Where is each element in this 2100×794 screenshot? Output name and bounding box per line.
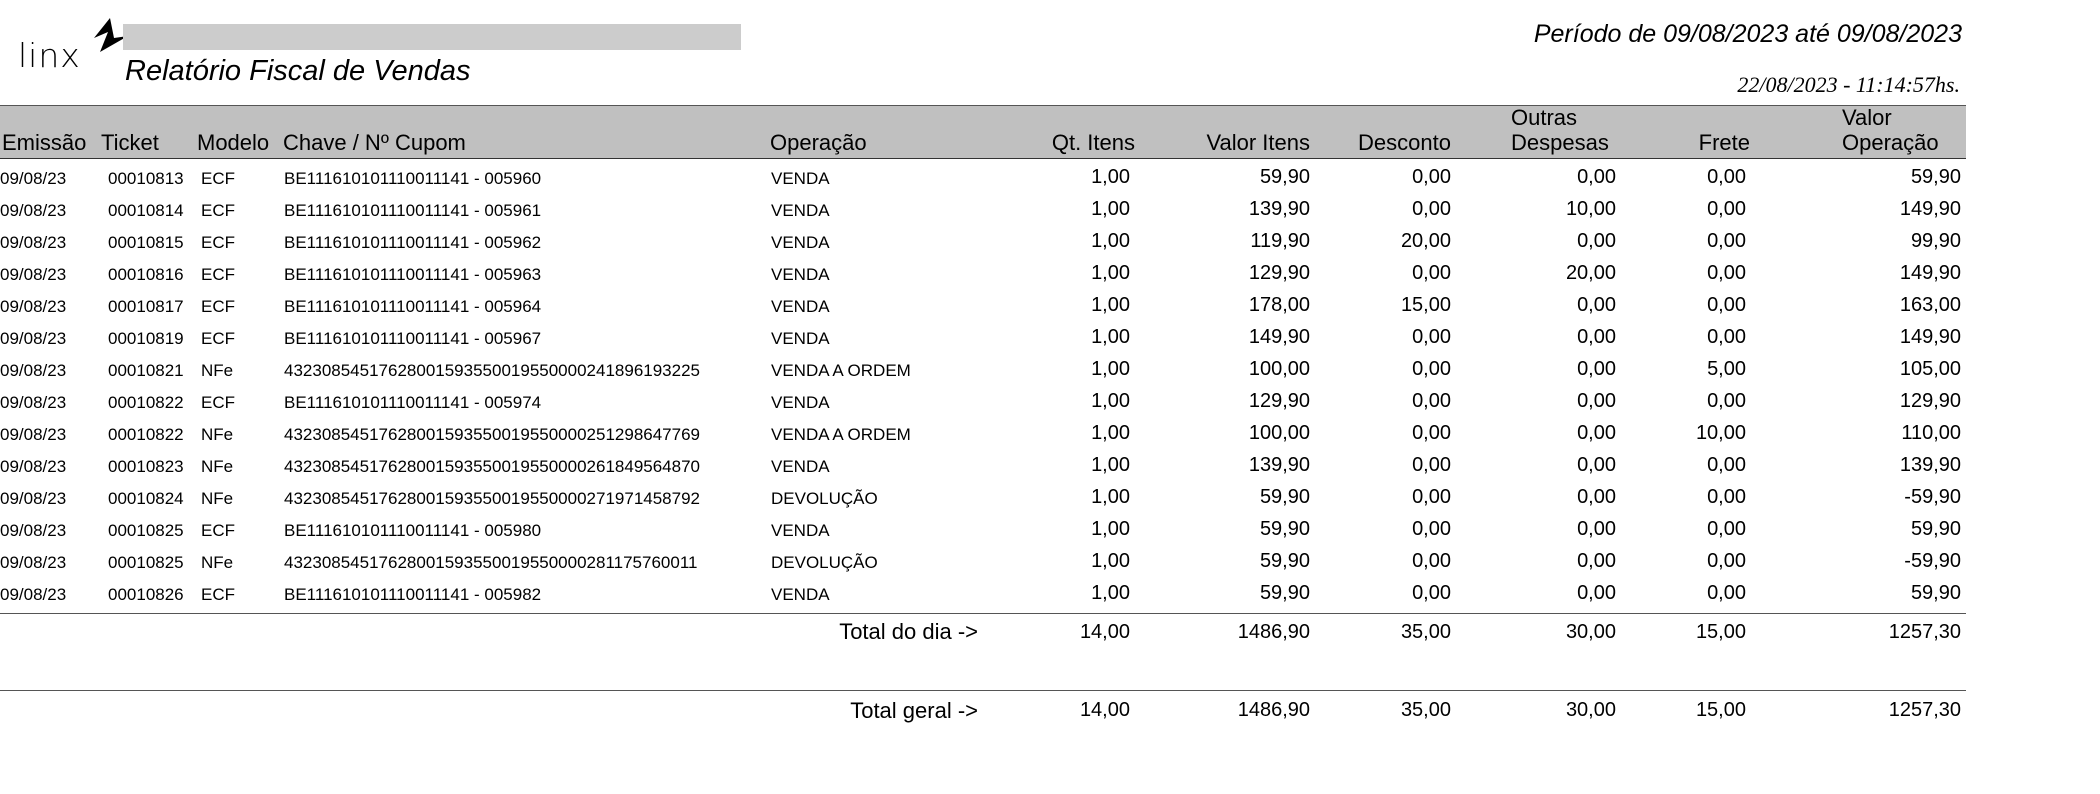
redacted-store-name — [123, 24, 741, 50]
cell-frete: 0,00 — [1707, 198, 1746, 220]
cell-ticket: 00010825 — [108, 521, 184, 540]
cell-outras-despesas: 0,00 — [1577, 358, 1616, 380]
cell-ticket: 00010816 — [108, 265, 184, 284]
total-geral-frete: 15,00 — [1695, 699, 1746, 721]
total-geral-valor-op: 1257,30 — [1888, 699, 1961, 721]
total-dia-qt: 14,00 — [1079, 621, 1130, 643]
cell-modelo: NFe — [201, 361, 234, 380]
cell-modelo: ECF — [201, 233, 235, 252]
cell-emissao: 09/08/23 — [0, 425, 67, 444]
cell-frete: 0,00 — [1707, 262, 1746, 284]
cell-operacao: VENDA — [771, 457, 830, 476]
cell-desconto: 0,00 — [1412, 550, 1451, 572]
cell-valor-itens: 100,00 — [1248, 422, 1310, 444]
cell-qt-itens: 1,00 — [1091, 486, 1130, 508]
cell-desconto: 20,00 — [1400, 230, 1451, 252]
cell-outras-despesas: 0,00 — [1577, 230, 1616, 252]
total-dia-valor-op: 1257,30 — [1888, 621, 1961, 643]
cell-valor-operacao: 129,90 — [1899, 390, 1961, 412]
cell-ticket: 00010813 — [108, 169, 184, 188]
col-header-qt-itens: Qt. Itens — [1051, 130, 1135, 155]
cell-desconto: 0,00 — [1412, 198, 1451, 220]
cell-ticket: 00010825 — [108, 553, 184, 572]
cell-chave: BE111610101110011141 - 005960 — [284, 169, 542, 188]
cell-qt-itens: 1,00 — [1091, 550, 1130, 572]
cell-outras-despesas: 20,00 — [1565, 262, 1616, 284]
cell-operacao: VENDA A ORDEM — [771, 361, 911, 380]
cell-frete: 0,00 — [1707, 486, 1746, 508]
cell-chave: BE111610101110011141 - 005961 — [284, 201, 542, 220]
table-row — [0, 484, 1966, 516]
cell-valor-operacao: 105,00 — [1899, 358, 1961, 380]
col-header-outras-despesas-line1: Outras — [1511, 105, 1578, 130]
cell-valor-operacao: 110,00 — [1901, 422, 1961, 444]
total-dia-divider — [0, 613, 1966, 614]
cell-qt-itens: 1,00 — [1091, 230, 1130, 252]
cell-valor-operacao: 149,90 — [1899, 326, 1961, 348]
cell-desconto: 0,00 — [1412, 454, 1451, 476]
cell-desconto: 0,00 — [1412, 358, 1451, 380]
total-geral-label: Total geral -> — [850, 698, 978, 723]
cell-valor-itens: 59,90 — [1259, 166, 1310, 188]
cell-valor-operacao: -59,90 — [1904, 486, 1961, 508]
cell-valor-operacao: 163,00 — [1899, 294, 1961, 316]
cell-ticket: 00010824 — [108, 489, 184, 508]
cell-valor-operacao: 149,90 — [1899, 262, 1961, 284]
cell-desconto: 0,00 — [1412, 326, 1451, 348]
table-row — [0, 228, 1966, 260]
cell-qt-itens: 1,00 — [1091, 294, 1130, 316]
cell-outras-despesas: 0,00 — [1577, 326, 1616, 348]
cell-desconto: 15,00 — [1400, 294, 1451, 316]
cell-operacao: VENDA A ORDEM — [771, 425, 911, 444]
cell-valor-itens: 59,90 — [1259, 582, 1310, 604]
cell-desconto: 0,00 — [1412, 518, 1451, 540]
cell-valor-operacao: 139,90 — [1899, 454, 1961, 476]
col-header-valor-itens: Valor Itens — [1206, 130, 1310, 155]
cell-modelo: ECF — [201, 201, 235, 220]
cell-desconto: 0,00 — [1412, 582, 1451, 604]
cell-modelo: ECF — [201, 393, 235, 412]
cell-qt-itens: 1,00 — [1091, 262, 1130, 284]
table-row — [0, 548, 1966, 580]
table-row — [0, 292, 1966, 324]
cell-frete: 10,00 — [1695, 422, 1746, 444]
cell-qt-itens: 1,00 — [1091, 454, 1130, 476]
cell-modelo: ECF — [201, 169, 235, 188]
cell-ticket: 00010819 — [108, 329, 184, 348]
cell-emissao: 09/08/23 — [0, 489, 67, 508]
linx-logo — [18, 16, 118, 76]
col-header-operacao: Operação — [770, 130, 867, 155]
total-geral-qt: 14,00 — [1079, 699, 1130, 721]
cell-outras-despesas: 0,00 — [1577, 422, 1616, 444]
cell-frete: 0,00 — [1707, 582, 1746, 604]
cell-valor-operacao: 59,90 — [1910, 582, 1961, 604]
total-dia-outras: 30,00 — [1565, 621, 1616, 643]
cell-modelo: ECF — [201, 297, 235, 316]
cell-frete: 0,00 — [1707, 518, 1746, 540]
cell-chave: BE111610101110011141 - 005967 — [284, 329, 542, 348]
cell-emissao: 09/08/23 — [0, 297, 67, 316]
cell-ticket: 00010826 — [108, 585, 184, 604]
cell-outras-despesas: 0,00 — [1577, 294, 1616, 316]
cell-chave: BE111610101110011141 - 005980 — [284, 521, 542, 540]
cell-emissao: 09/08/23 — [0, 361, 67, 380]
total-dia-desconto: 35,00 — [1400, 621, 1451, 643]
cell-valor-itens: 139,90 — [1248, 198, 1310, 220]
col-header-modelo: Modelo — [197, 130, 270, 155]
cell-desconto: 0,00 — [1412, 486, 1451, 508]
cell-desconto: 0,00 — [1412, 422, 1451, 444]
cell-valor-operacao: 99,90 — [1910, 230, 1961, 252]
cell-qt-itens: 1,00 — [1091, 582, 1130, 604]
cell-modelo: ECF — [201, 585, 235, 604]
table-row — [0, 356, 1966, 388]
cell-chave: 43230854517628001593550019550000241896193225 — [284, 361, 701, 380]
table-row — [0, 452, 1966, 484]
cell-emissao: 09/08/23 — [0, 329, 67, 348]
cell-valor-itens: 59,90 — [1259, 550, 1310, 572]
cell-valor-itens: 149,90 — [1248, 326, 1310, 348]
table-row — [0, 324, 1966, 356]
logo-text: linx — [18, 36, 81, 75]
col-header-ticket: Ticket — [101, 130, 159, 155]
table-row — [0, 580, 1966, 612]
cell-operacao: VENDA — [771, 201, 830, 220]
cell-qt-itens: 1,00 — [1091, 358, 1130, 380]
cell-outras-despesas: 0,00 — [1577, 390, 1616, 412]
cell-operacao: VENDA — [771, 393, 830, 412]
cell-qt-itens: 1,00 — [1091, 390, 1130, 412]
total-geral-divider — [0, 690, 1966, 691]
cell-ticket: 00010817 — [108, 297, 184, 316]
cell-modelo: ECF — [201, 265, 235, 284]
total-dia-frete: 15,00 — [1695, 621, 1746, 643]
table-header — [0, 105, 1966, 159]
total-geral-desconto: 35,00 — [1400, 699, 1451, 721]
cell-frete: 0,00 — [1707, 166, 1746, 188]
cell-valor-itens: 100,00 — [1248, 358, 1310, 380]
cell-operacao: DEVOLUÇÃO — [771, 489, 878, 508]
cell-chave: 43230854517628001593550019550000261849564870 — [284, 457, 701, 476]
cell-emissao: 09/08/23 — [0, 265, 67, 284]
cell-outras-despesas: 0,00 — [1577, 582, 1616, 604]
cell-outras-despesas: 0,00 — [1577, 518, 1616, 540]
cell-frete: 0,00 — [1707, 326, 1746, 348]
cell-valor-itens: 129,90 — [1248, 262, 1310, 284]
cell-qt-itens: 1,00 — [1091, 326, 1130, 348]
cell-outras-despesas: 0,00 — [1577, 166, 1616, 188]
cell-frete: 0,00 — [1707, 294, 1746, 316]
cell-operacao: DEVOLUÇÃO — [771, 553, 878, 572]
cell-chave: BE111610101110011141 - 005963 — [284, 265, 542, 284]
cell-valor-itens: 119,90 — [1250, 230, 1310, 252]
col-header-valor-operacao-line1: Valor — [1842, 105, 1892, 130]
total-geral-outras: 30,00 — [1565, 699, 1616, 721]
cell-outras-despesas: 10,00 — [1565, 198, 1616, 220]
cell-valor-itens: 129,90 — [1248, 390, 1310, 412]
cell-modelo: NFe — [201, 425, 234, 444]
report-period: Período de 09/08/2023 até 09/08/2023 — [1533, 20, 1962, 48]
report-title: Relatório Fiscal de Vendas — [125, 55, 471, 87]
col-header-outras-despesas-line2: Despesas — [1511, 130, 1609, 155]
cell-ticket: 00010815 — [108, 233, 184, 252]
cell-qt-itens: 1,00 — [1091, 198, 1130, 220]
cell-frete: 0,00 — [1707, 230, 1746, 252]
cell-emissao: 09/08/23 — [0, 457, 67, 476]
cell-valor-itens: 59,90 — [1259, 486, 1310, 508]
col-header-chave: Chave / Nº Cupom — [283, 130, 466, 155]
table-row — [0, 388, 1966, 420]
cell-modelo: NFe — [201, 553, 234, 572]
cell-emissao: 09/08/23 — [0, 393, 67, 412]
cell-frete: 0,00 — [1707, 454, 1746, 476]
cell-chave: 43230854517628001593550019550000271971458792 — [284, 489, 701, 508]
cell-valor-itens: 178,00 — [1248, 294, 1310, 316]
cell-emissao: 09/08/23 — [0, 585, 67, 604]
cell-operacao: VENDA — [771, 329, 830, 348]
cell-qt-itens: 1,00 — [1091, 422, 1130, 444]
cell-ticket: 00010814 — [108, 201, 184, 220]
table-row — [0, 260, 1966, 292]
cell-valor-operacao: -59,90 — [1904, 550, 1961, 572]
total-dia-valor-itens: 1486,90 — [1237, 621, 1310, 643]
col-header-valor-operacao-line2: Operação — [1842, 130, 1939, 155]
cell-frete: 0,00 — [1707, 550, 1746, 572]
cell-operacao: VENDA — [771, 169, 830, 188]
cell-outras-despesas: 0,00 — [1577, 550, 1616, 572]
table-row — [0, 516, 1966, 548]
cell-frete: 0,00 — [1707, 390, 1746, 412]
cell-chave: BE111610101110011141 - 005982 — [284, 585, 542, 604]
generated-timestamp: 22/08/2023 - 11:14:57hs. — [1737, 72, 1960, 97]
cell-valor-operacao: 59,90 — [1910, 166, 1961, 188]
cell-emissao: 09/08/23 — [0, 201, 67, 220]
cell-qt-itens: 1,00 — [1091, 166, 1130, 188]
table-row — [0, 196, 1966, 228]
cell-operacao: VENDA — [771, 585, 830, 604]
cell-outras-despesas: 0,00 — [1577, 486, 1616, 508]
cell-valor-itens: 59,90 — [1259, 518, 1310, 540]
table-row — [0, 420, 1966, 452]
cell-ticket: 00010821 — [108, 361, 184, 380]
cell-chave: BE111610101110011141 - 005964 — [284, 297, 542, 316]
cell-operacao: VENDA — [771, 233, 830, 252]
cell-operacao: VENDA — [771, 297, 830, 316]
cell-desconto: 0,00 — [1412, 390, 1451, 412]
cell-valor-itens: 139,90 — [1248, 454, 1310, 476]
cell-desconto: 0,00 — [1412, 262, 1451, 284]
cell-chave: 43230854517628001593550019550000281175760011 — [284, 553, 698, 572]
cell-desconto: 0,00 — [1412, 166, 1451, 188]
cell-emissao: 09/08/23 — [0, 521, 67, 540]
cell-emissao: 09/08/23 — [0, 553, 67, 572]
col-header-frete: Frete — [1698, 130, 1750, 155]
cell-modelo: ECF — [201, 329, 235, 348]
col-header-desconto: Desconto — [1358, 130, 1451, 155]
cell-chave: 43230854517628001593550019550000251298647769 — [284, 425, 701, 444]
cell-ticket: 00010822 — [108, 393, 184, 412]
cell-valor-operacao: 59,90 — [1910, 518, 1961, 540]
total-geral-valor-itens: 1486,90 — [1237, 699, 1310, 721]
col-header-emissao: Emissão — [2, 130, 87, 155]
cell-modelo: NFe — [201, 489, 234, 508]
cell-frete: 5,00 — [1707, 358, 1746, 380]
cell-ticket: 00010823 — [108, 457, 184, 476]
cell-qt-itens: 1,00 — [1091, 518, 1130, 540]
cell-operacao: VENDA — [771, 521, 830, 540]
cell-modelo: NFe — [201, 457, 234, 476]
cell-operacao: VENDA — [771, 265, 830, 284]
cell-modelo: ECF — [201, 521, 235, 540]
cell-outras-despesas: 0,00 — [1577, 454, 1616, 476]
table-row — [0, 164, 1966, 196]
total-dia-label: Total do dia -> — [839, 619, 978, 644]
cell-chave: BE111610101110011141 - 005962 — [284, 233, 542, 252]
cell-emissao: 09/08/23 — [0, 233, 67, 252]
cell-ticket: 00010822 — [108, 425, 184, 444]
cell-chave: BE111610101110011141 - 005974 — [284, 393, 542, 412]
cell-valor-operacao: 149,90 — [1899, 198, 1961, 220]
cell-emissao: 09/08/23 — [0, 169, 67, 188]
